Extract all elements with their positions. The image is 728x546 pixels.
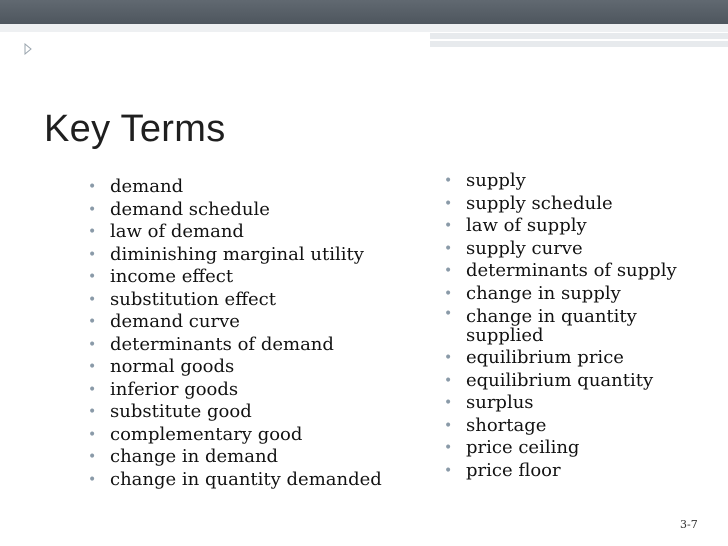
bullet-icon: • bbox=[444, 306, 453, 322]
list-item: • price floor bbox=[444, 459, 561, 481]
bullet-icon: • bbox=[444, 395, 453, 411]
list-item: • equilibrium price bbox=[444, 347, 624, 368]
bullet-icon: • bbox=[444, 417, 453, 434]
bullet-icon: • bbox=[88, 291, 97, 308]
bullet-icon: • bbox=[444, 462, 453, 479]
chevron-right-icon bbox=[24, 43, 32, 55]
bullet-icon: • bbox=[88, 426, 97, 443]
slide-number: 3-7 bbox=[680, 518, 698, 531]
header-shelf bbox=[0, 24, 728, 32]
list-item: • supply curve bbox=[444, 237, 583, 259]
header-band bbox=[0, 0, 728, 24]
bullet-icon: • bbox=[88, 359, 97, 375]
list-item: • law of supply bbox=[444, 215, 587, 236]
list-item: • inferior goods bbox=[88, 378, 239, 400]
list-item: • income effect bbox=[88, 266, 234, 287]
bullet-icon: • bbox=[88, 224, 97, 240]
bullet-icon: • bbox=[88, 471, 97, 488]
list-item: • normal goods bbox=[88, 356, 235, 377]
bullet-icon: • bbox=[444, 350, 453, 366]
bullet-icon: • bbox=[444, 263, 453, 279]
list-item: • change in demand bbox=[88, 446, 279, 467]
bullet-icon: • bbox=[88, 314, 97, 330]
list-item: • complementary good bbox=[88, 423, 303, 445]
list-item: • demand bbox=[88, 176, 184, 197]
list-item: • supply schedule bbox=[444, 192, 613, 214]
list-item: • price ceiling bbox=[444, 437, 580, 458]
bullet-icon: • bbox=[88, 381, 97, 398]
list-item: • change in quantity demanded bbox=[88, 468, 382, 490]
bullet-icon: • bbox=[444, 195, 453, 212]
list-item: • substitute good bbox=[88, 401, 252, 422]
bullet-icon: • bbox=[88, 246, 97, 263]
list-item: • law of demand bbox=[88, 221, 244, 242]
list-item: • demand curve bbox=[88, 311, 240, 332]
bullet-icon: • bbox=[444, 372, 453, 389]
list-item: • determinants of demand bbox=[88, 333, 334, 355]
bullet-icon: • bbox=[88, 336, 97, 353]
right-term-list bbox=[444, 170, 704, 482]
bullet-icon: • bbox=[444, 240, 453, 257]
list-item: • change in supply bbox=[444, 282, 621, 304]
slide-title: Key Terms bbox=[44, 108, 226, 150]
bullet-icon: • bbox=[88, 201, 97, 218]
decorative-stripe bbox=[430, 41, 728, 47]
list-item: • equilibrium quantity bbox=[444, 369, 654, 391]
bullet-icon: • bbox=[88, 269, 97, 285]
list-item: • shortage bbox=[444, 414, 547, 436]
list-item: • demand schedule bbox=[88, 198, 270, 220]
list-item: • diminishing marginal utility bbox=[88, 243, 364, 265]
bullet-icon: • bbox=[88, 179, 97, 195]
list-item: • substitution effect bbox=[88, 288, 276, 310]
bullet-icon: • bbox=[444, 218, 453, 234]
list-item: • surplus bbox=[444, 392, 534, 413]
left-term-list bbox=[88, 176, 408, 491]
bullet-icon: • bbox=[88, 449, 97, 465]
list-item: • supply bbox=[444, 170, 526, 191]
bullet-icon: • bbox=[444, 173, 453, 189]
bullet-icon: • bbox=[444, 285, 453, 302]
list-item: • change in quantity supplied bbox=[444, 306, 637, 346]
bullet-icon: • bbox=[88, 404, 97, 420]
bullet-icon: • bbox=[444, 440, 453, 456]
decorative-stripe bbox=[430, 33, 728, 39]
list-item: • determinants of supply bbox=[444, 260, 677, 281]
